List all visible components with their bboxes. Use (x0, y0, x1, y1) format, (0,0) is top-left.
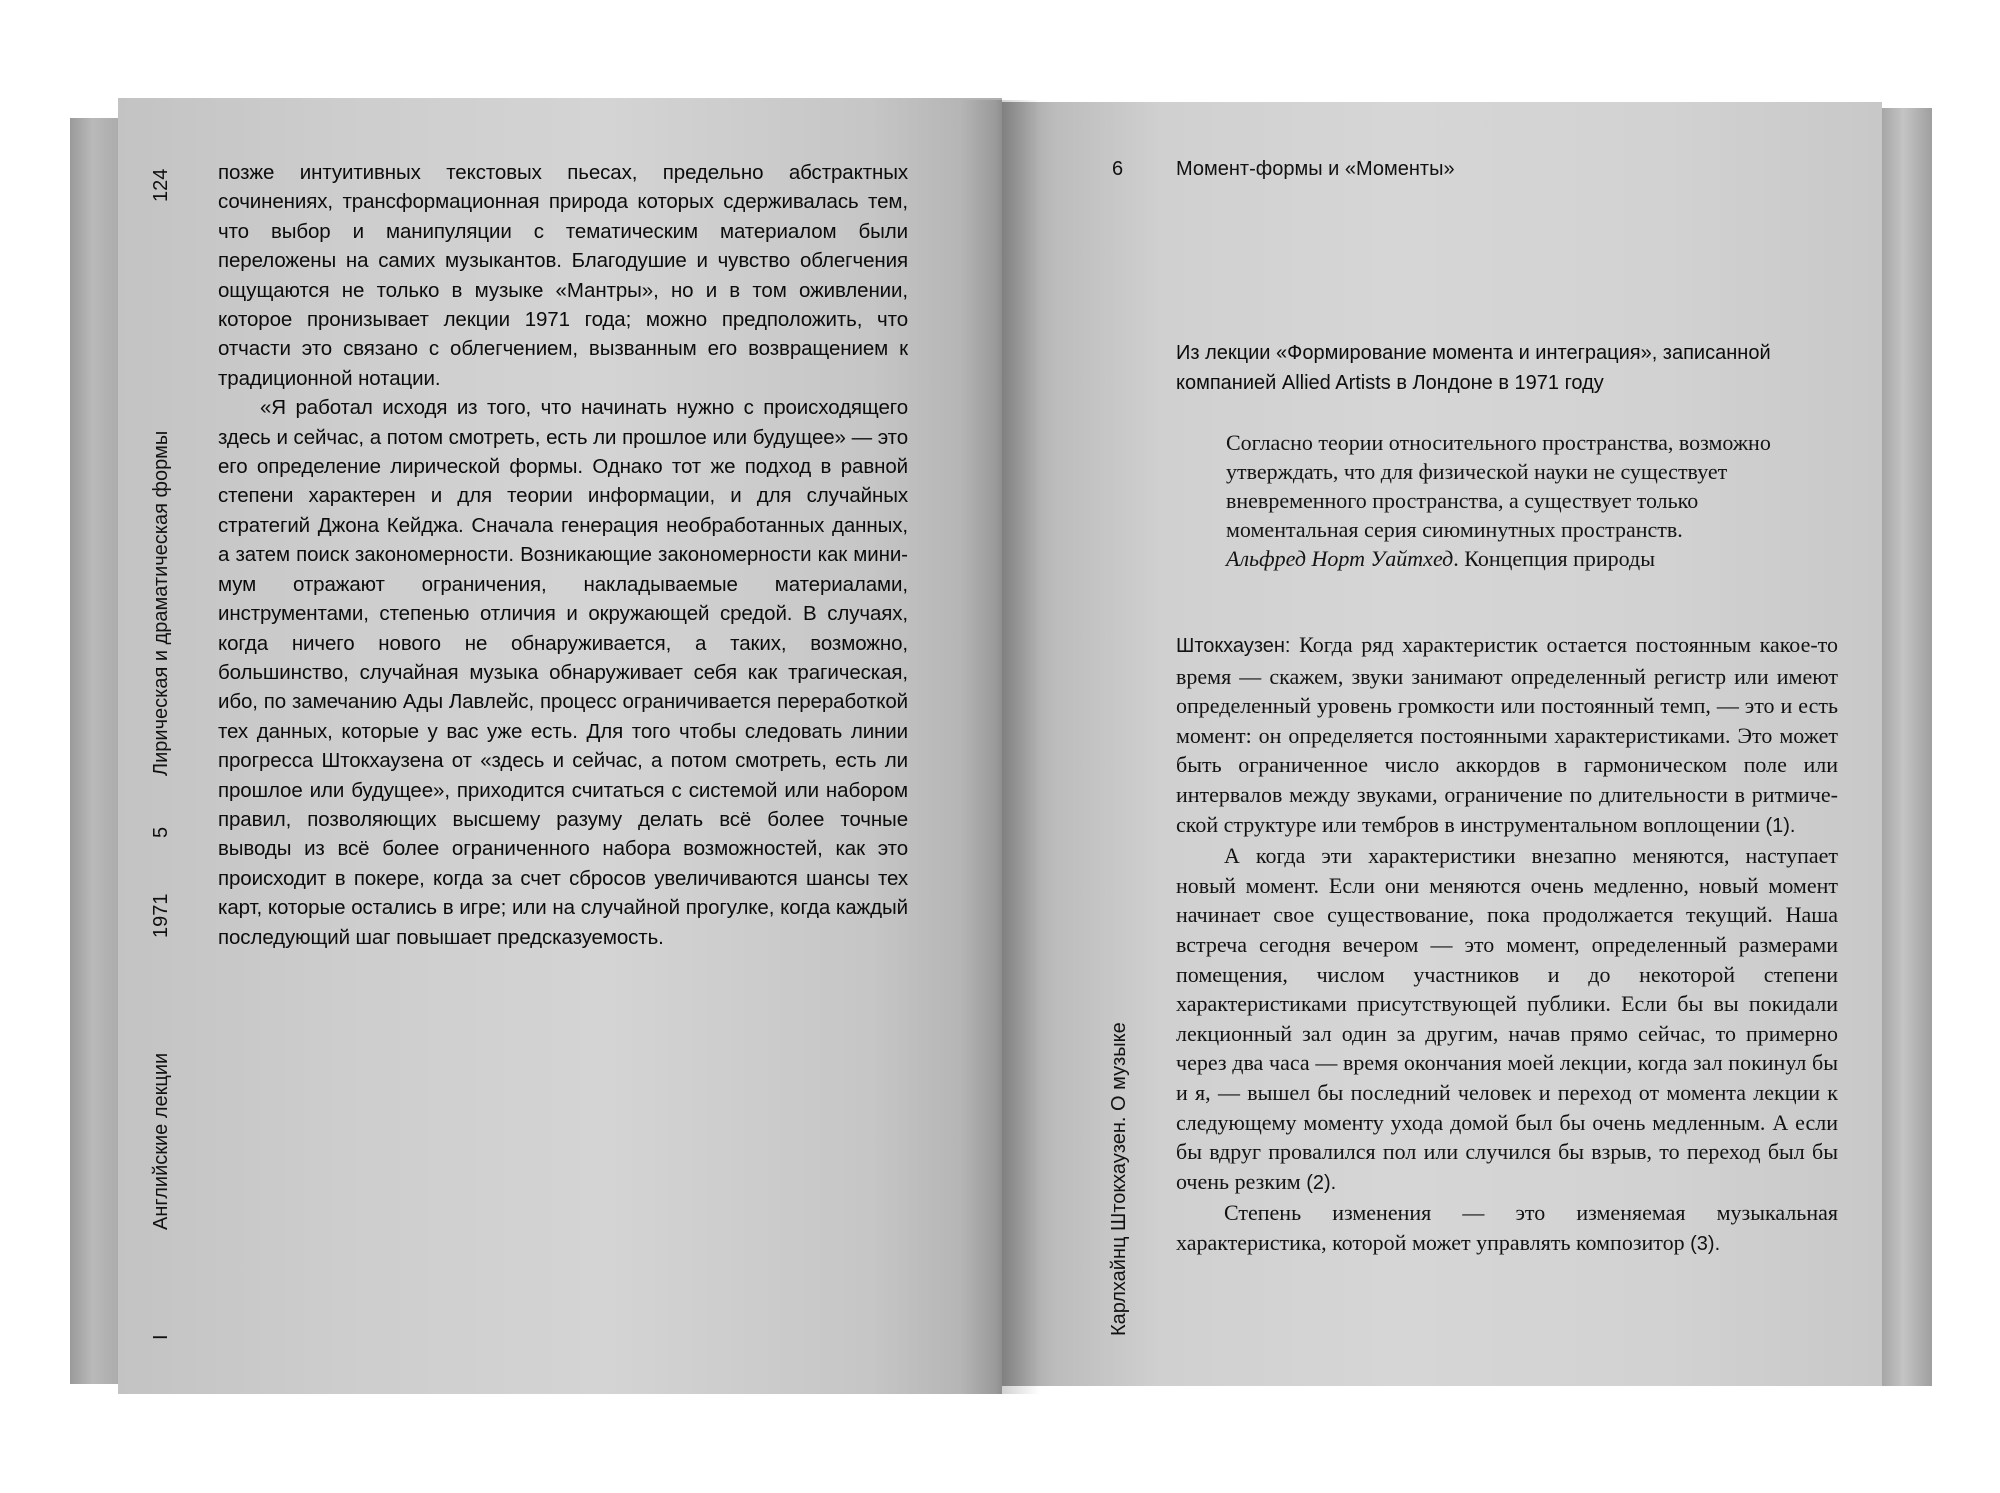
chapter-number: 6 (1112, 158, 1124, 180)
paragraph (1176, 630, 1838, 841)
paragraph: позже интуитивных текстовых пьесах, предельно абстрактных сочинениях, трансформационная природа которых сдерживалась тем, что выбор и манипуляции с тематическим материалом были переложены на самих музыкантов. Благодушие и чувство облегчения ощущаются не только в музыке «Мантры», но и в том оживлении, которое пронизывает лекции 1971 года; можно предположить, что отчасти это связано с облегчением, вызванным его возвращением к традиционной нотации. (218, 161, 908, 390)
paragraph: «Я работал исходя из того, что начинать нужно с происходящего здесь и сейчас, а потом смотреть, есть ли прошлое или будущее» — это его определение лирической формы. Однако тот же подход в равной степени характерен и для теории информации, и для случайных стратегий Джона Кейджа. Сначала генерация необработанных данных, а затем поиск закономерности. Возникающие закономерности как минимум отражают ограничения, накладываемые материалами, инструментами, степенью отличия и окружающей средой. В случаях, когда ничего нового не обнаруживается, а таких, возможно, большинство, случайная музыка обнаруживает себя как трагическая, ибо, по замечанию Ады Лавлейс, процесс ограничивается переработкой тех данных, которые у вас уже есть. Для того чтобы следовать линии прогресса Штокхаузена от «здесь и сейчас, а потом смотреть, есть ли прошлое или будущее», приходится считаться с системой или набором правил, позволяющих высшему разуму делать всё более точные выводы из всё более ограниченного набора возможностей, как это происходит в покере, когда за счет сбросов увеличиваются шансы тех карт, которые остались в игре; или на случайной прогулке, когда каждый последующий шаг повышает предсказуемость. (218, 396, 908, 949)
series-title: Английские лекции (150, 1052, 172, 1230)
left-page-body (218, 158, 908, 952)
part-roman-numeral: I (150, 1334, 172, 1340)
epigraph-work: . Концепция природы (1453, 546, 1656, 571)
speaker-label: Штокхаузен: (1176, 635, 1291, 657)
running-head-chapter-title: Лирическая и драматическая формы (150, 430, 172, 776)
right-page-body (1176, 630, 1838, 1259)
epigraph-author: Альфред Норт Уайтхед (1226, 546, 1454, 571)
paragraph (1176, 1198, 1838, 1259)
note-reference: (1). (1765, 814, 1796, 837)
paragraph-text: А когда эти характеристики внезапно меняются, наступает новый момент. Если они меняются очень медленно, новый момент начинает свое существование, пока продолжается текущий. Наша встреча сегодня вечером — это момент, определенный размерами помещения, числом участников и до некоторой степени характеристиками присутствующей публики. Если бы вы покидали лекционный зал один за другим, начав прямо сейчас, то примерно через два часа — время окончания моей лекции, когда зал покинул бы и я, — вышел бы последний человек и переход от момента лекции к следующему моменту ухода домой был бы очень медленным. А если бы вдруг провалился пол или случился бы взрыв, то переход был бы очень резким (1176, 843, 1838, 1194)
right-running-head: Карлхайнц Штокхаузен. О музыке (1108, 1022, 1130, 1336)
note-reference: (3). (1690, 1232, 1721, 1255)
paragraph (1176, 841, 1838, 1198)
running-head-chapter-number: 5 (150, 826, 172, 838)
running-head-year: 1971 (150, 893, 172, 938)
paragraph-text: Степень изменения — это изменяемая музыкальная характеристика, которой может управлять композитор (1176, 1200, 1838, 1255)
page-block-edge-right (1880, 108, 1932, 1386)
gutter-shadow (960, 100, 1040, 1394)
note-reference: (2). (1306, 1171, 1337, 1194)
paragraph-text: Когда ряд характеристик остается постоянным какое-то время — скажем, звуки занимают определенный регистр или имеют определенный уровень громкости или постоянный темп, — это и есть момент: он определяется постоянными характеристиками. Это может быть ограниченное число аккордов в гармоническом поле или интервалов между звуками, ограничение по длительности в ритмической структуре или тембров в инструментальном воплощении (1176, 632, 1838, 837)
chapter-title: Момент-формы и «Моменты» (1176, 158, 1455, 180)
epigraph-attribution (1226, 544, 1786, 573)
source-note: Из лекции «Формирование момента и интеграция», записанной компанией Allied Artists в Лондоне в 1971 году (1176, 342, 1771, 394)
epigraph-text: Согласно теории относительного пространства, возможно утверждать, что для физической науки не существует вневременного пространства, а существует только моментальная серия сиюминутных пространств. (1226, 430, 1771, 542)
epigraph (1226, 428, 1786, 573)
left-page-number: 124 (150, 168, 172, 202)
